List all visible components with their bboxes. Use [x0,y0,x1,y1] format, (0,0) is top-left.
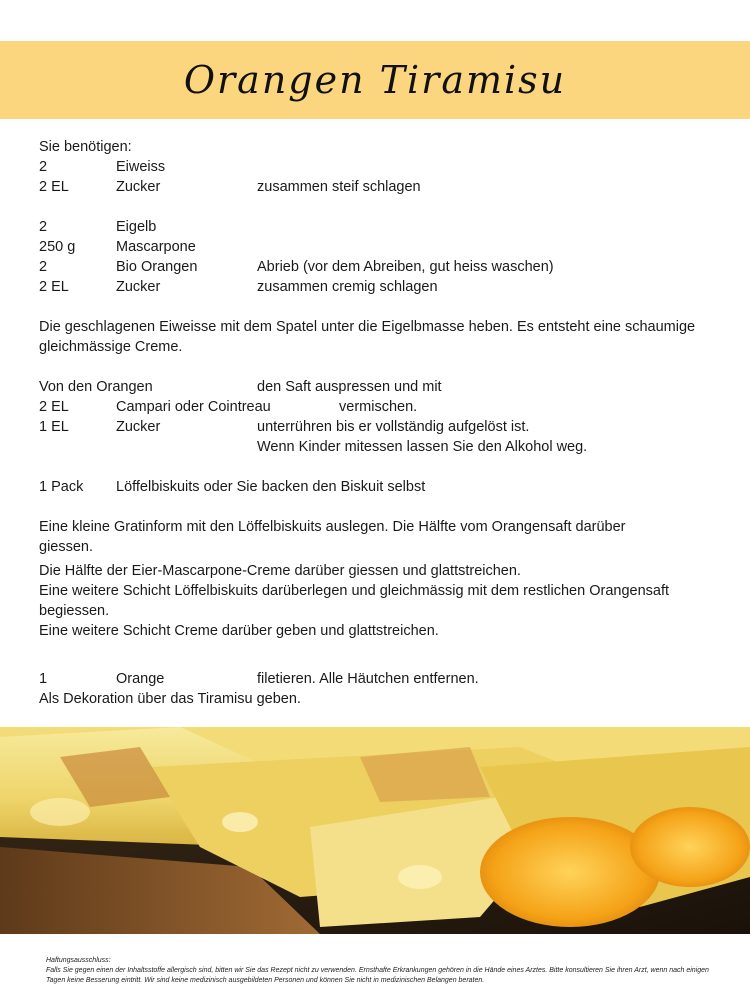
juice-note: den Saft auspressen und mit [257,379,442,395]
disclaimer-text: Falls Sie gegen einen der Inhaltsstoffe allergisch sind, bitten wir Sie das Rezept nicht zu verwenden. Ernsthafte Erkrankungen gehören in die Hände eines Arztes. Bitte konsultieren Sie ihren Arzt, wenn nach einigen Tagen keine Besserung eintritt. Wir sind keine medizinisch ausgebildeten Personen und können Sie nicht in medizinischen Belangen beraten. [46,967,709,984]
ingredient-qty: 2 [39,219,48,235]
tiramisu-photo [0,727,750,934]
ingredient-qty: 2 [39,159,48,175]
ingredient-note: Abrieb (vor dem Abreiben, gut heiss waschen) [257,259,554,275]
disclaimer [46,956,726,986]
ingredient-qty: 2 [39,259,48,275]
juice-note: Wenn Kinder mitessen lassen Sie den Alkohol weg. [257,439,588,455]
ingredient-qty: 250 g [39,239,76,255]
ingredient-item: Zucker [116,179,161,195]
garnish-qty: 1 [39,671,48,687]
juice-note: vermischen. [339,399,418,415]
ingredient-qty: 2 EL [39,179,69,195]
ingredient-item: Eiweiss [116,159,166,175]
garnish-line: Als Dekoration über das Tiramisu geben. [39,691,301,707]
step-2: Die Hälfte der Eier-Mascarpone-Creme darüber giessen und glattstreichen. [39,563,521,579]
juice-qty: 1 EL [39,419,69,435]
ingredient-note: zusammen cremig schlagen [257,279,438,295]
biscuit-text: Löffelbiskuits oder Sie backen den Biskuit selbst [116,479,426,495]
juice-qty: 2 EL [39,399,69,415]
ingredient-note: zusammen steif schlagen [257,179,421,195]
biscuit-qty: 1 Pack [39,479,84,495]
step-1: Eine kleine Gratinform mit den Löffelbiskuits auslegen. Die Hälfte vom Orangensaft darüber giessen. [39,519,626,555]
step-3: Eine weitere Schicht Löffelbiskuits darüberlegen und gleichmässig mit dem restlichen Orangensaft begiessen. [39,583,670,619]
garnish-item: Orange [116,671,165,687]
ingredient-item: Mascarpone [116,239,196,255]
ingredient-item: Bio Orangen [116,259,198,275]
juice-item: Zucker [116,419,161,435]
juice-note: unterrühren bis er vollständig aufgelöst ist. [257,419,530,435]
garnish-note: filetieren. Alle Häutchen entfernen. [257,671,479,687]
ingredient-qty: 2 EL [39,279,69,295]
step-4: Eine weitere Schicht Creme darüber geben und glattstreichen. [39,623,439,639]
juice-item: Campari oder Cointreau [116,399,271,415]
disclaimer-heading: Haftungsausschluss: [46,957,111,964]
page-title: Orangen Tiramisu [183,58,567,102]
instruction-paragraph: Die geschlagenen Eiweisse mit dem Spatel unter die Eigelbmasse heben. Es entsteht eine schaumige gleichmässige Creme. [39,319,696,355]
ingredient-item: Zucker [116,279,161,295]
intro-label: Sie benötigen: [39,139,132,155]
ingredient-item: Eigelb [116,219,157,235]
title-band [0,41,750,119]
juice-label: Von den Orangen [39,379,153,395]
